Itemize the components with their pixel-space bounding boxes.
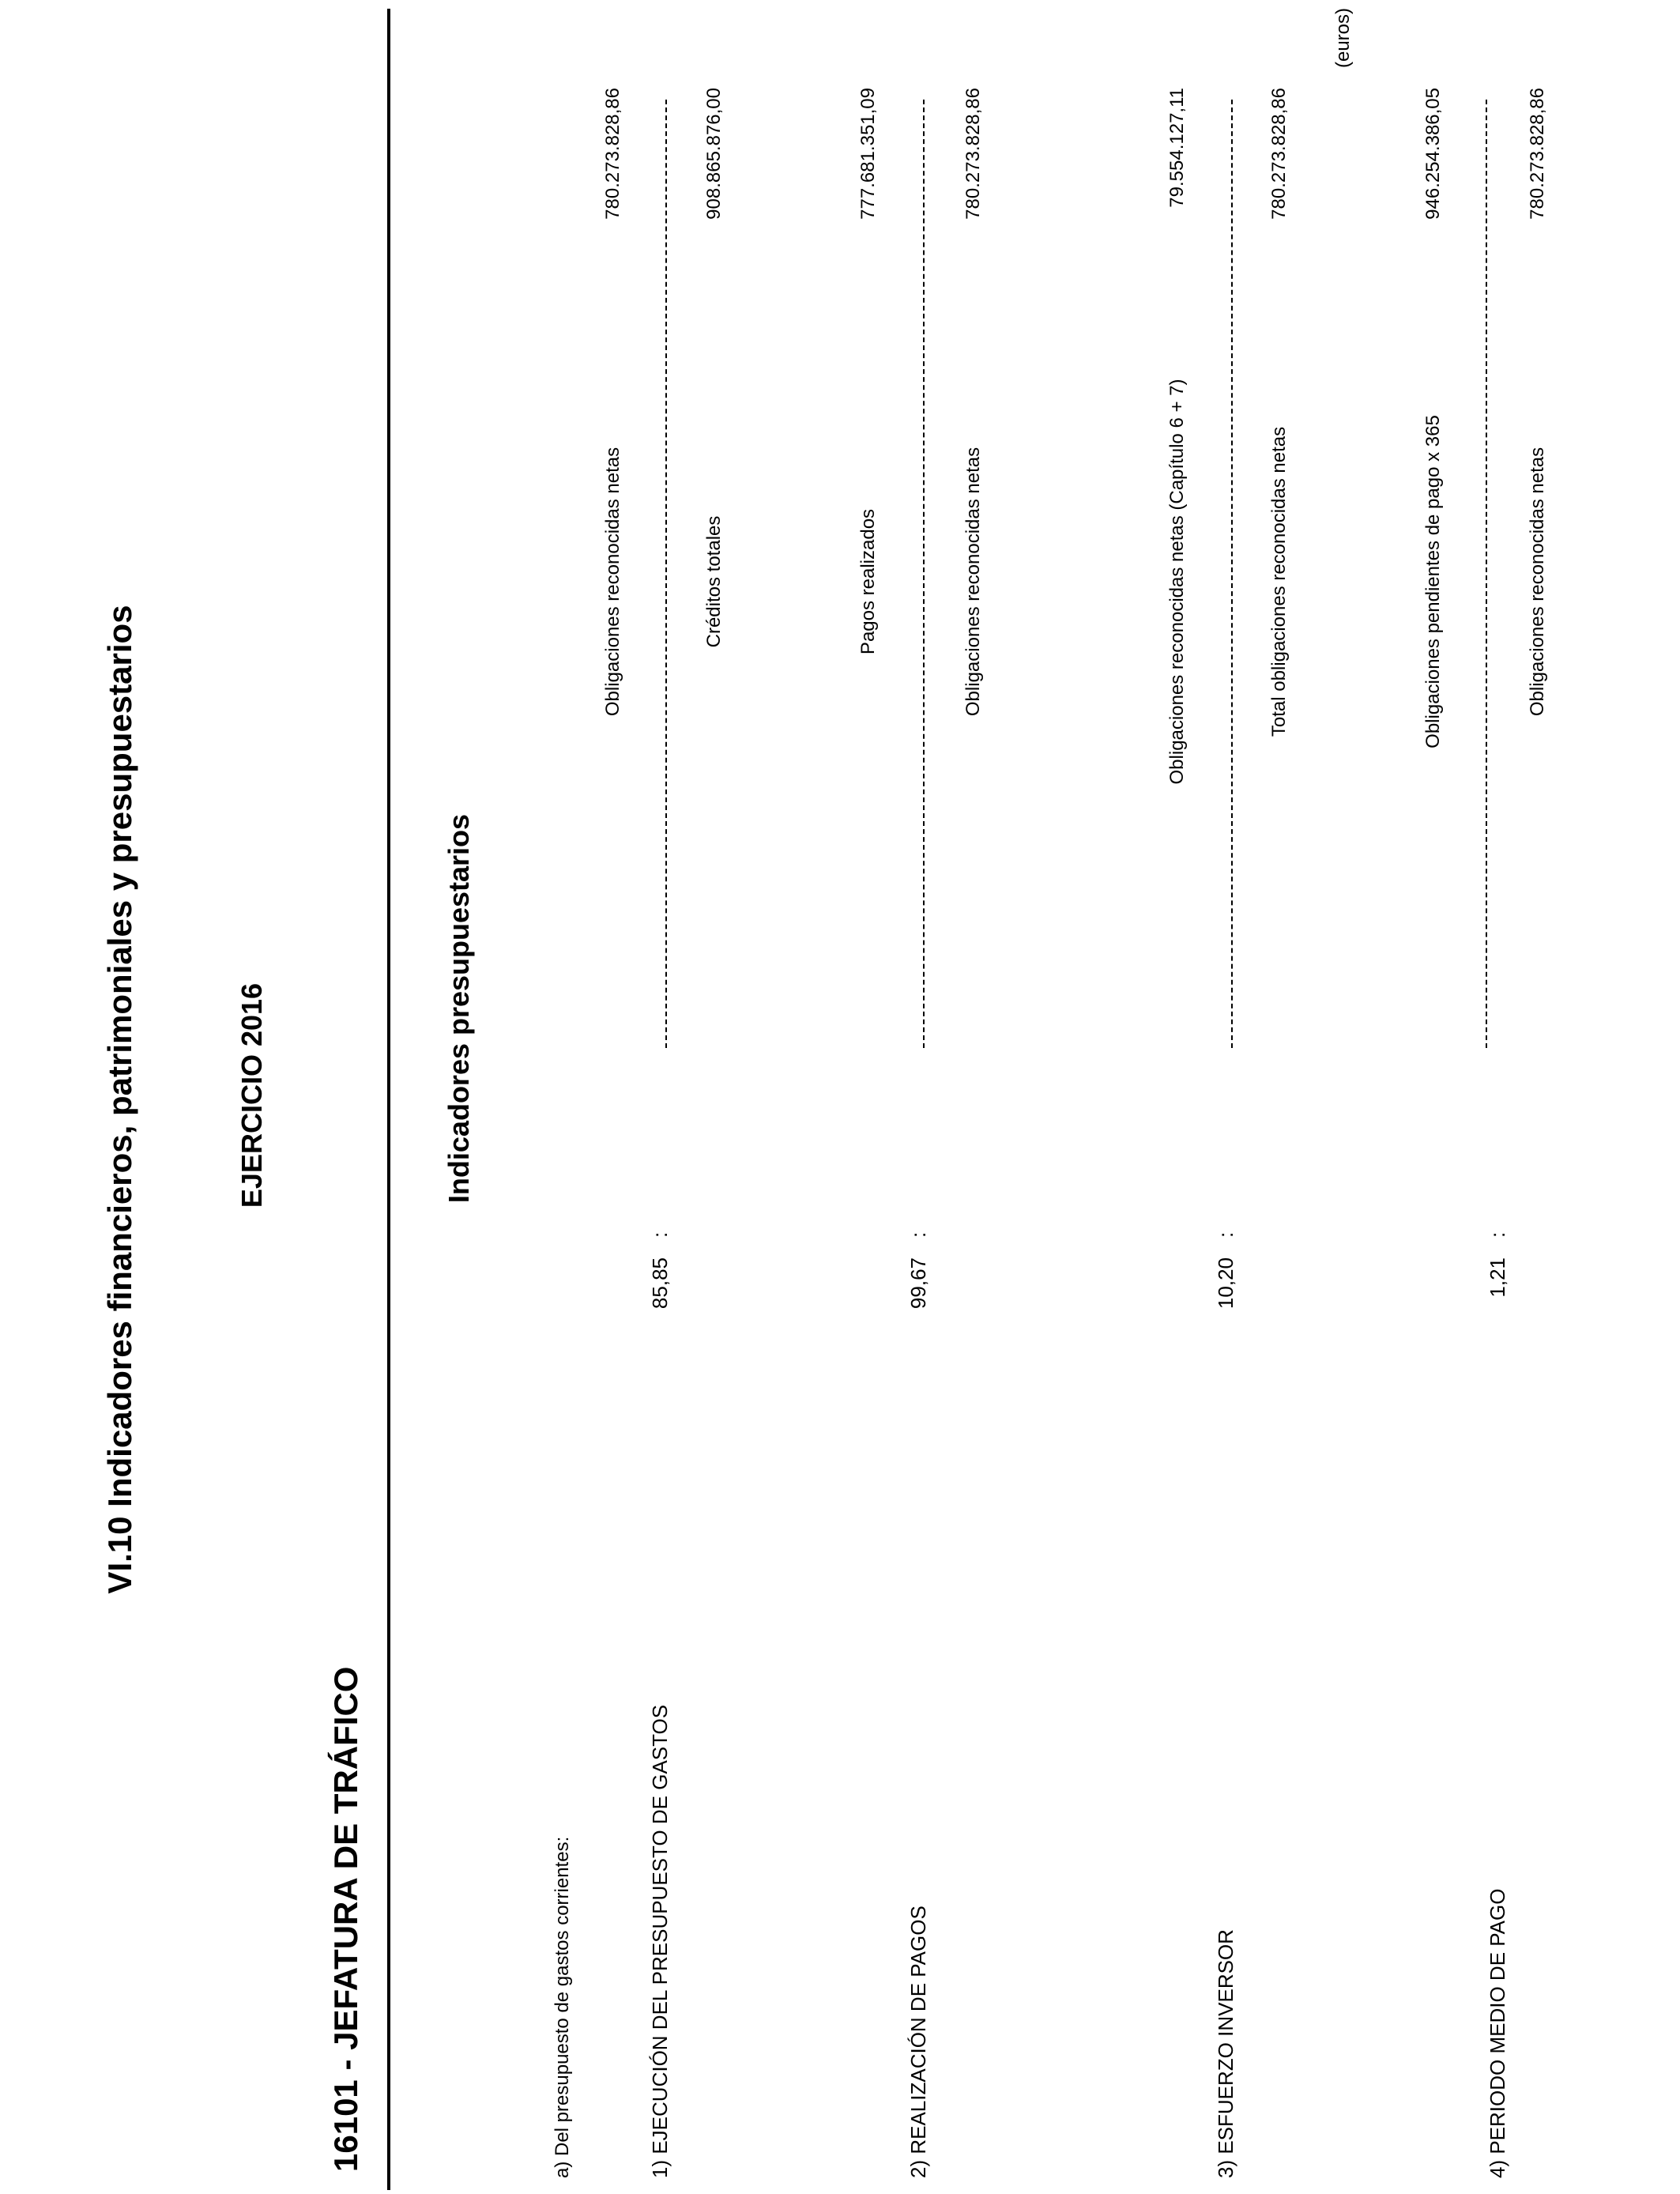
denominator-value: 780.273.828,86 <box>1527 88 1548 220</box>
numerator-label: Pagos realizados <box>857 508 879 655</box>
denominator-label: Créditos totales <box>703 515 725 648</box>
indicator-colon: : <box>1214 1231 1237 1238</box>
denominator-label: Obligaciones reconocidas netas <box>1527 447 1548 717</box>
indicator-value: 99,67 <box>906 1257 930 1310</box>
fraction-line <box>1486 100 1487 1048</box>
numerator-label: Obligaciones pendientes de pago x 365 <box>1422 415 1444 748</box>
entity-title: 16101 - JEFATURA DE TRÁFICO <box>327 1666 364 2172</box>
section-subheading: a) Del presupuesto de gastos corrientes: <box>552 1836 573 2178</box>
denominator-label: Obligaciones reconocidas netas <box>962 447 984 717</box>
indicator-label: 1) EJECUCIÓN DEL PRESUPUESTO DE GASTOS <box>648 1704 672 2178</box>
page-title: VI.10 Indicadores financieros, patrimoniales y presupuestarios <box>101 605 138 1594</box>
numerator-value: 946.254.386,05 <box>1422 88 1444 220</box>
fraction-line <box>665 100 667 1048</box>
numerator-label: Obligaciones reconocidas netas <box>602 447 623 717</box>
indicator-colon: : <box>648 1231 672 1238</box>
indicator-label: 2) REALIZACIÓN DE PAGOS <box>906 1906 930 2178</box>
numerator-value: 780.273.828,86 <box>602 88 623 220</box>
fraction-line <box>1231 100 1233 1048</box>
denominator-value: 780.273.828,86 <box>1268 88 1290 220</box>
indicator-value: 10,20 <box>1214 1257 1237 1310</box>
indicator-value: 85,85 <box>648 1257 672 1310</box>
indicator-value: 1,21 <box>1486 1257 1509 1298</box>
indicator-colon: : <box>1486 1231 1509 1238</box>
section-heading: Indicadores presupuestarios <box>443 813 475 1204</box>
fraction-line <box>923 100 925 1048</box>
denominator-value: 908.865.876,00 <box>703 88 725 220</box>
denominator-label: Total obligaciones reconocidas netas <box>1268 426 1290 737</box>
numerator-value: 79.554.127,11 <box>1166 88 1188 208</box>
indicator-colon: : <box>906 1231 930 1238</box>
indicator-label: 3) ESFUERZO INVERSOR <box>1214 1929 1237 2178</box>
denominator-value: 780.273.828,86 <box>962 88 984 220</box>
indicator-label: 4) PERIODO MEDIO DE PAGO <box>1486 1888 1509 2178</box>
unit-label: (euros) <box>1332 7 1354 68</box>
numerator-label: Obligaciones reconocidas netas (Capítulo 6 + 7) <box>1166 379 1188 785</box>
ejercicio-heading: EJERCICIO 2016 <box>235 982 268 1208</box>
header-rule <box>387 9 390 2190</box>
numerator-value: 777.681.351,09 <box>857 88 879 220</box>
